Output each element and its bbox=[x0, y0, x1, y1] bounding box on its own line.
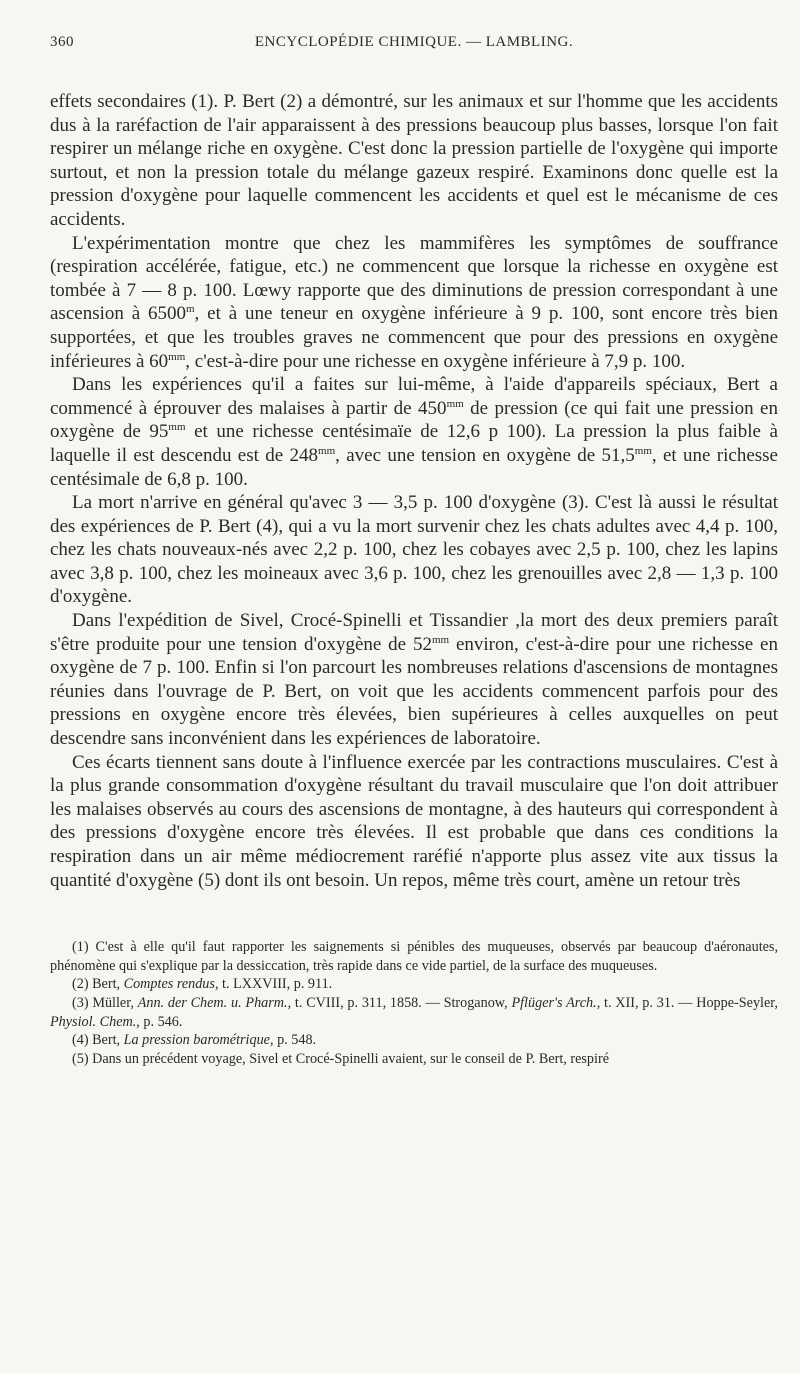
superscript-unit: mm bbox=[431, 633, 450, 646]
text-run: Dans l'expédition de Sivel, Crocé-Spinelli et Tissandier ,la mort des deux premiers paraît s'être produite pour une tension d'oxygène de 52 bbox=[50, 610, 778, 655]
text-run: , c'est-à-dire pour une richesse en oxygène inférieure à 7,9 p. 100. bbox=[185, 350, 686, 372]
text-run: (5) Dans un précédent voyage, Sivel et Crocé-Spinelli avaient, sur le conseil de P. Bert, respiré bbox=[72, 1050, 609, 1067]
text-run: , t. XII, p. 31. — Hoppe-Seyler, bbox=[596, 994, 778, 1011]
text-run: (1) C'est à elle qu'il faut rapporter les saignements si pénibles des muqueuses, observés par beaucoup d'aéronautes, phénomène qui s'explique par la dessiccation, très rapide dans ce vide partiel, de la surface des muqueuses. bbox=[50, 939, 778, 974]
text-run: de pression (ce qui fait une pression en oxygène de 95 bbox=[50, 397, 778, 443]
text-run: , p. 548. bbox=[269, 1032, 317, 1049]
superscript-unit: mm bbox=[634, 444, 652, 457]
paragraph bbox=[50, 90, 778, 232]
text-run: (2) Bert, bbox=[72, 976, 124, 993]
superscript-unit: mm bbox=[446, 397, 464, 410]
text-run: , p. 546. bbox=[136, 1013, 183, 1030]
superscript-unit: m bbox=[185, 303, 195, 316]
text-run: L'expérimentation montre que chez les mammifères les symptômes de souffrance (respiration accélérée, fatigue, etc.) ne commencent que lorsque la richesse en oxygène est tombée à 7 — 8 p. 100. Lœwy rapporte que des diminutions de pression correspondant à une ascension à 6500 bbox=[50, 232, 778, 325]
text-run: Dans les expériences qu'il a faites sur lui-même, à l'aide d'appareils spéciaux, Bert a commencé à éprouver des malaises à partir de 450 bbox=[50, 374, 778, 419]
superscript-unit: mm bbox=[168, 421, 186, 434]
text-run: , et à une teneur en oxygène inférieure à 9 p. 100, sont encore très bien supportées, et que les troubles graves ne commencent que pour des pressions en oxygène inférieures à 60 bbox=[50, 303, 778, 372]
footnote bbox=[50, 1050, 778, 1069]
superscript-unit: mm bbox=[168, 350, 186, 363]
text-run: , et une richesse centésimale de 6,8 p. 100. bbox=[50, 444, 778, 490]
footnote bbox=[50, 975, 778, 994]
main-text bbox=[50, 90, 778, 892]
page-header bbox=[50, 30, 778, 62]
text-run: (3) Müller, bbox=[72, 994, 138, 1011]
text-run: Ces écarts tiennent sans doute à l'influence exercée par les contractions musculaires. C'est à la plus grande consommation d'oxygène résultant du travail musculaire que l'on doit attribuer les malaises observés au cours des ascensions de montagne, à des hauteurs qui correspondent à des pressions d'oxygène encore très élevées. Il est probable que dans ces conditions la respiration dans un air même médiocrement raréfié n'apporte plus assez vite aux tissus la quantité d'oxygène (5) dont ils ont besoin. Un repos, même très court, amène un retour très bbox=[50, 751, 778, 891]
text-run: et une richesse centésimaïe de 12,6 p 100). La pression la plus faible à laquelle il est descendu est de 248 bbox=[50, 421, 778, 466]
footnote bbox=[50, 1031, 778, 1050]
paragraph bbox=[50, 491, 778, 609]
footnote bbox=[50, 994, 778, 1031]
paragraph bbox=[50, 751, 778, 893]
paragraph bbox=[50, 609, 778, 751]
text-run: environ, c'est-à-dire pour une richesse en oxygène de 7 p. 100. Enfin si l'on parcourt les nombreuses relations d'ascensions de montagnes réunies dans l'ouvrage de P. Bert, on voit que les accidents commencent parfois pour des pressions en oxygène encore très élevées, bien supérieures à celles auxquelles on peut descendre sans inconvénient dans les expériences de laboratoire. bbox=[50, 633, 778, 750]
text-run: , t. LXXVIII, p. 911. bbox=[214, 976, 333, 993]
footnote bbox=[50, 938, 778, 975]
italic-title: La pression barométrique bbox=[123, 1032, 270, 1049]
text-run: (4) Bert, bbox=[72, 1032, 124, 1049]
paragraph bbox=[50, 373, 778, 491]
italic-title: Physiol. Chem. bbox=[50, 1013, 137, 1030]
italic-title: Pflüger's Arch. bbox=[511, 994, 597, 1011]
text-run: , t. CVIII, p. 311, 1858. — Stroganow, bbox=[287, 994, 512, 1011]
text-run: , avec une tension en oxygène de 51,5 bbox=[335, 444, 635, 466]
footnotes bbox=[50, 938, 778, 1068]
superscript-unit: mm bbox=[318, 444, 336, 457]
text-run: effets secondaires (1). P. Bert (2) a démontré, sur les animaux et sur l'homme que les accidents dus à la raréfaction de l'air apparaissent à des pressions beaucoup plus basses, lorsque l'on fait respirer un mélange riche en oxygène. C'est donc la pression partielle de l'oxygène qui importe surtout, et non la pression totale du mélange gazeux respiré. Examinons donc quelle est la pression d'oxygène pour laquelle commencent les accidents et quel est le mécanisme de ces accidents. bbox=[50, 91, 778, 230]
paragraph bbox=[50, 232, 778, 374]
italic-title: Comptes rendus bbox=[123, 976, 215, 993]
text-run: La mort n'arrive en général qu'avec 3 — 3,5 p. 100 d'oxygène (3). C'est là aussi le résultat des expériences de P. Bert (4), qui a vu la mort survenir chez les chats adultes avec 4,4 p. 100, chez les chats nouveaux-nés avec 2,2 p. 100, chez les cobayes avec 2,5 p. 100, chez les lapins avec 3,8 p. 100, chez les moineaux avec 3,6 p. 100, chez les grenouilles avec 2,8 — 1,3 p. 100 d'oxygène. bbox=[50, 492, 778, 608]
italic-title: Ann. der Chem. u. Pharm. bbox=[137, 994, 288, 1011]
running-head: ENCYCLOPÉDIE CHIMIQUE. — LAMBLING. bbox=[254, 34, 574, 50]
page-number: 360 bbox=[50, 34, 74, 50]
